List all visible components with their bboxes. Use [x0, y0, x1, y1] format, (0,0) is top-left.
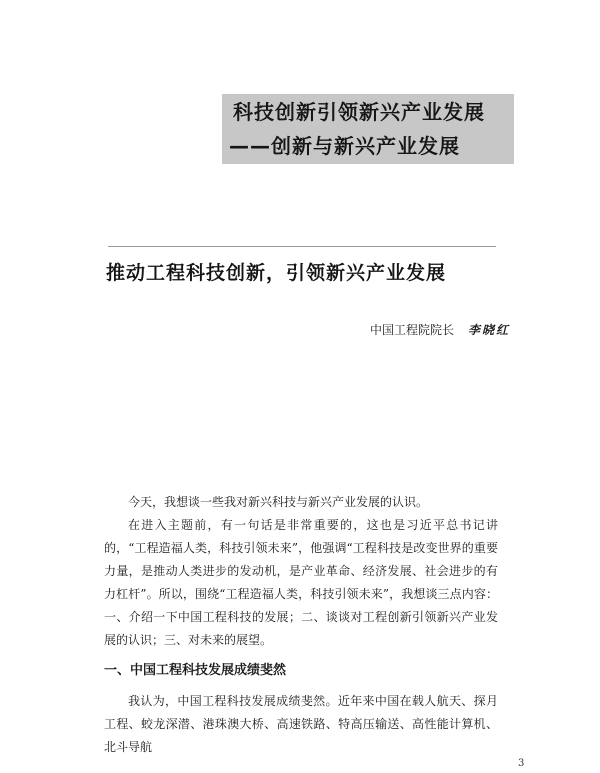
page-number: 3	[518, 758, 525, 769]
body-paragraph: 我认为，中国工程科技发展成绩斐然。近年来中国在载人航天、探月工程、蛟龙深潜、港珠澳大桥、高速铁路、特高压输送、高性能计算机、北斗导航	[104, 694, 498, 754]
author-name: 李晓红	[468, 323, 511, 337]
body-paragraph: 在进入主题前，有一句话是非常重要的，这也是习近平总书记讲的，“工程造福人类，科技引领未来”，他强调“工程科技是改变世界的重要力量，是推动人类进步的发动机，是产业革命、经济发展、社会进步的有力杠杆”。所以，围绕“工程造福人类，科技引领未来”，我想谈三点内容：一、介绍一下中国工程科技的发展；二、谈谈对工程创新引领新兴产业发展的认识；三、对未来的展望。	[104, 518, 498, 647]
section-heading: 一、中国工程科技发展成绩斐然	[104, 663, 287, 678]
byline	[370, 321, 510, 338]
banner-title: 科技创新引领新兴产业发展	[233, 100, 485, 124]
body-paragraph: 今天，我想谈一些我对新兴科技与新兴产业发展的认识。	[128, 495, 429, 509]
title-divider	[108, 246, 496, 247]
banner-subtitle: ——创新与新兴产业发展	[229, 134, 460, 158]
author-role: 中国工程院院长	[370, 323, 455, 337]
article-title: 推动工程科技创新，引领新兴产业发展	[106, 262, 447, 284]
